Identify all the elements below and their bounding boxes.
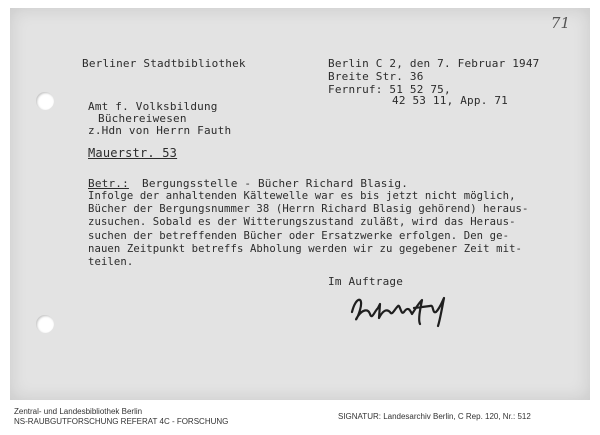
subject-label: Betr.: <box>88 177 129 190</box>
body-line: Infolge der anhaltenden Kältewelle war es bis jetzt nicht möglich, <box>88 190 516 202</box>
footer-signature-ref: SIGNATUR: Landesarchiv Berlin, C Rep. 120, Nr.: 512 <box>338 412 531 421</box>
punch-hole-top <box>36 92 54 110</box>
body-line: Bücher der Bergungsnummer 38 (Herrn Richard Blasig gehörend) heraus- <box>88 203 529 216</box>
letter-body <box>88 190 574 269</box>
footer-department: NS-RAUBGUTFORSCHUNG REFERAT 4C - FORSCHUNG <box>14 417 229 426</box>
body-line: suchen der betreffenden Bücher oder Ersatzwerke erfolgen. Den ge- <box>88 229 510 242</box>
address-line: Breite Str. 36 <box>328 70 424 83</box>
place-date: Berlin C 2, den 7. Februar 1947 <box>328 57 540 70</box>
phone-line: Fernruf: 51 52 75, <box>328 83 451 96</box>
recipient-line: Büchereiwesen <box>98 112 187 125</box>
page-number: 71 <box>550 14 570 32</box>
recipient-line: Amt f. Volksbildung <box>88 100 218 113</box>
handwritten-signature <box>346 290 456 334</box>
recipient-line: z.Hdn von Herrn Fauth <box>88 124 232 137</box>
body-line: nauen Zeitpunkt betreffs Abholung werden wir zu gegebener Zeit mit- <box>88 242 523 255</box>
sender-name: Berliner Stadtbibliothek <box>82 57 246 70</box>
recipient-street: Mauerstr. 53 <box>88 146 178 160</box>
footer-institution: Zentral- und Landesbibliothek Berlin <box>14 407 143 416</box>
body-line: teilen. <box>88 256 134 269</box>
punch-hole-bottom <box>36 315 54 333</box>
closing: Im Auftrage <box>328 275 404 288</box>
subject-text: Bergungsstelle - Bücher Richard Blasig. <box>142 177 409 190</box>
body-line: zusuchen. Sobald es der Witterungszustand zuläßt, wird das Heraus- <box>88 216 516 229</box>
phone-line: 42 53 11, App. 71 <box>392 94 508 107</box>
